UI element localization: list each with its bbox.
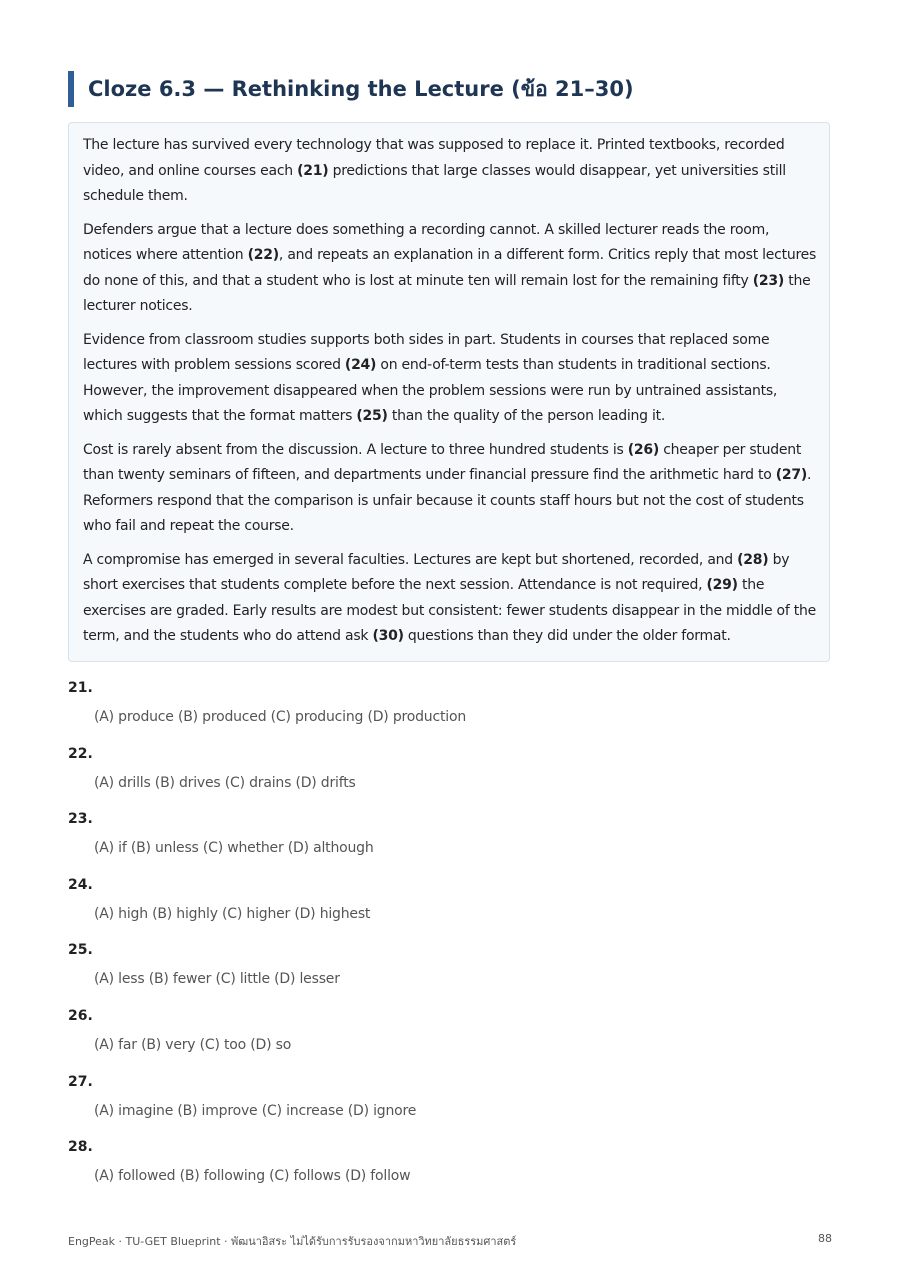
page-footer <box>68 1232 832 1250</box>
question-item <box>68 1134 830 1200</box>
question-item <box>68 937 830 1003</box>
blank-marker: (25) <box>356 408 388 424</box>
question-number: 28. <box>68 1139 93 1156</box>
blank-marker: (29) <box>706 577 738 593</box>
passage-paragraph <box>83 328 817 430</box>
question-number: 23. <box>68 811 93 828</box>
question-options: (A) drills (B) drives (C) drains (D) drifts <box>94 774 356 791</box>
passage-text: cheaper per student than twenty seminars of fifteen, and departments under financial pressure find the arithmetic hard to <box>83 441 802 483</box>
passage-text: Cost is rarely absent from the discussion. A lecture to three hundred students is <box>83 441 628 458</box>
passage-text: A compromise has emerged in several faculties. Lectures are kept but shortened, recorded, and <box>83 551 738 568</box>
passage-text: , and repeats an explanation in a different form. Critics reply that most lectures do none of this, and that a student who is lost at minute ten will remain lost for the remaining fifty <box>83 247 817 289</box>
blank-marker: (30) <box>372 628 404 644</box>
passage-text: by short exercises that students complete before the next session. Attendance is not required, <box>83 551 790 593</box>
passage-text: the lecturer notices. <box>83 272 811 314</box>
question-item <box>68 1069 830 1135</box>
blank-marker: (22) <box>247 247 279 263</box>
question-options: (A) produce (B) produced (C) producing (D) production <box>94 709 466 725</box>
question-options: (A) less (B) fewer (C) little (D) lesser <box>94 971 340 988</box>
passage-text: questions than they did under the older format. <box>403 628 731 644</box>
page-title: Cloze 6.3 — Rethinking the Lecture (ข้อ 21–30) <box>88 76 634 101</box>
passage-text: Defenders argue that a lecture does something a recording cannot. A skilled lecturer reads the room, notices where attention <box>83 221 770 263</box>
passage-text: than the quality of the person leading it. <box>387 408 666 424</box>
question-item <box>68 872 830 938</box>
page-number: 88 <box>818 1232 832 1245</box>
question-list <box>68 675 830 1200</box>
passage-paragraph <box>83 133 817 210</box>
passage-paragraph <box>83 438 817 540</box>
passage-paragraph <box>83 548 817 650</box>
passage-text: the exercises are graded. Early results are modest but consistent: fewer students disappear in the middle of the term, and the students who do attend ask <box>83 577 816 644</box>
section-header <box>68 71 634 107</box>
blank-marker: (23) <box>752 272 785 289</box>
question-options: (A) high (B) highly (C) higher (D) highest <box>94 905 371 922</box>
blank-marker: (24) <box>344 357 377 373</box>
question-item <box>68 806 830 872</box>
passage-box <box>68 122 830 662</box>
passage-text: Evidence from classroom studies supports both sides in part. Students in courses that replaced some lectures with problem sessions scored <box>83 331 770 373</box>
blank-marker: (28) <box>737 551 769 568</box>
question-options: (A) if (B) unless (C) whether (D) although <box>94 840 374 857</box>
passage-text: predictions that large classes would disappear, yet universities still schedule them. <box>83 162 786 204</box>
question-number: 21. <box>68 680 93 696</box>
question-item <box>68 675 830 741</box>
question-item <box>68 741 830 807</box>
footer-text: EngPeak · TU-GET Blueprint · พัฒนาอิสระ ไม่ได้รับการรับรองจากมหาวิทยาลัยธรรมศาสตร์ <box>68 1235 517 1248</box>
blank-marker: (27) <box>775 467 808 483</box>
blank-marker: (26) <box>627 441 660 458</box>
question-options: (A) far (B) very (C) too (D) so <box>94 1036 292 1053</box>
question-item <box>68 1003 830 1069</box>
question-options: (A) imagine (B) improve (C) increase (D) ignore <box>94 1102 417 1119</box>
passage-text: on end-of-term tests than students in traditional sections. However, the improvement disappeared when the problem sessions were run by untrained assistants, which suggests that the format matters <box>83 357 778 424</box>
passage-text: The lecture has survived every technology that was supposed to replace it. Printed textbooks, recorded video, and online courses each <box>83 137 785 179</box>
question-number: 25. <box>68 942 93 959</box>
passage-paragraph <box>83 218 817 320</box>
question-number: 26. <box>68 1007 93 1024</box>
passage-text: . Reformers respond that the comparison is unfair because it counts staff hours but not the cost of students who fail and repeat the course. <box>83 467 812 534</box>
question-number: 27. <box>68 1073 93 1090</box>
question-number: 24. <box>68 876 93 893</box>
blank-marker: (21) <box>297 162 329 179</box>
question-options: (A) followed (B) following (C) follows (D) follow <box>94 1168 411 1185</box>
question-number: 22. <box>68 745 93 762</box>
